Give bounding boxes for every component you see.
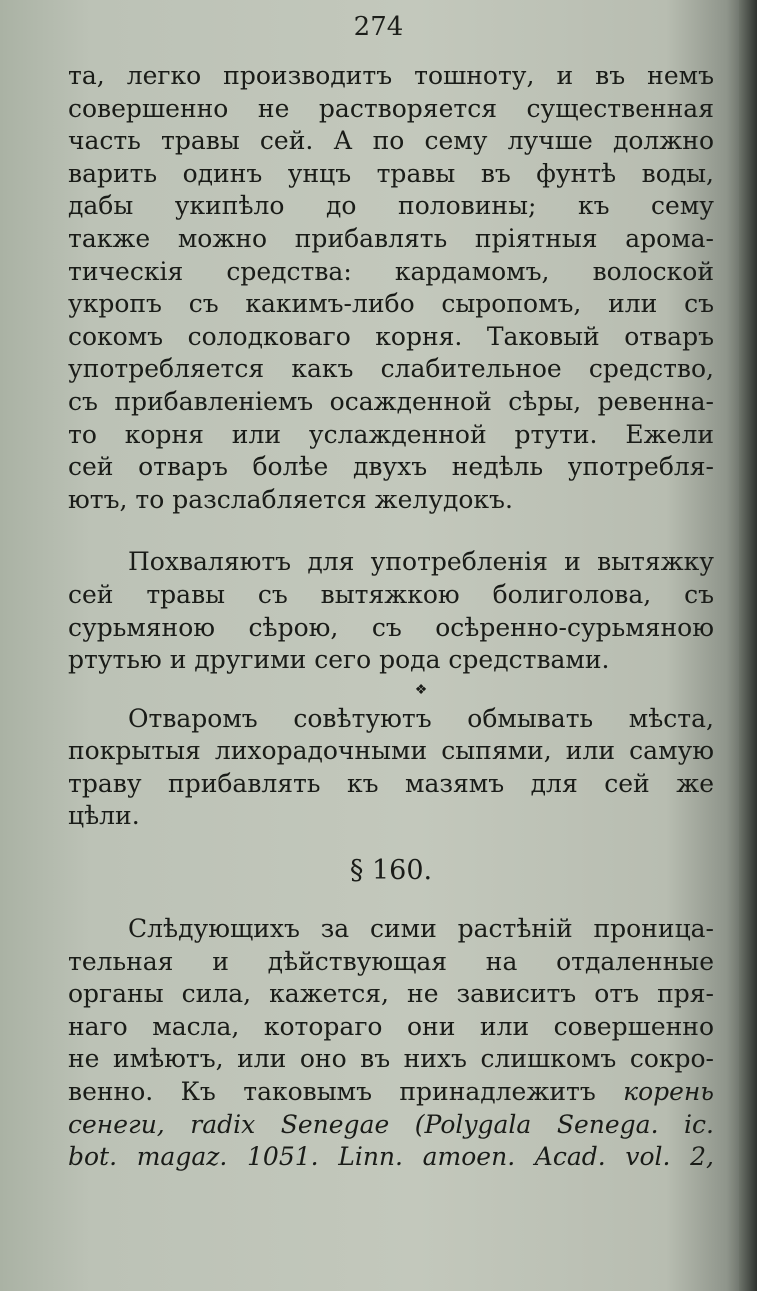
text-line: также можно прибавлять пріятныя арома- — [68, 223, 714, 253]
text-line: укропъ съ какимъ-либо сыропомъ, или съ — [68, 289, 714, 319]
page-number: 274 — [353, 12, 404, 42]
text-line: сей травы съ вытяжкою болиголова, съ — [68, 579, 714, 609]
text-line: наго масла, котораго они или совершенно — [68, 1011, 714, 1041]
text-line: траву прибавлять къ мазямъ для сей же — [68, 768, 714, 798]
paragraph-1 — [68, 60, 714, 516]
text-line: употребляется какъ слабительное средство, — [68, 354, 714, 384]
text-line: тельная и дѣйствующая на отдаленные — [68, 946, 714, 976]
page-text — [68, 60, 714, 1174]
text-line: дабы укипѣло до половины; къ сему — [68, 191, 714, 221]
text-line: не имѣютъ, или оно въ нихъ слишкомъ сокро- — [68, 1044, 714, 1074]
text-line: сурьмяною сѣрою, съ осѣренно-сурьмяною — [68, 612, 714, 642]
text-line: Отваромъ совѣтуютъ обмывать мѣста, — [128, 703, 714, 733]
paragraph-gap — [68, 516, 714, 546]
text-line: та, легко производитъ тошноту, и въ немъ — [68, 61, 714, 90]
text-line: сей отваръ болѣе двухъ недѣль употребля- — [68, 452, 714, 482]
paragraph-2 — [68, 546, 714, 676]
text-line: ютъ, то разслабляется желудокъ. — [68, 484, 513, 514]
text-line: сокомъ солодковаго корня. Таковый отваръ — [68, 321, 714, 351]
text-line-italic: сенеги, radix Senegae (Polygala Senega. ic. — [68, 1109, 714, 1139]
section-heading: § 160. — [349, 855, 433, 887]
text-line: органы сила, кажется, не зависитъ отъ пря- — [68, 979, 714, 1009]
text-line: тическія средства: кардамомъ, волоской — [68, 256, 714, 286]
text-line: съ прибавленіемъ осажденной сѣры, ревенна- — [68, 386, 714, 416]
page-edge-shadow — [739, 0, 757, 1291]
text-line: совершенно не растворяется существенная — [68, 93, 714, 123]
paragraph-3 — [68, 703, 714, 833]
text-line: часть травы сей. А по сему лучше должно — [68, 126, 714, 156]
text-line: цѣли. — [68, 801, 140, 831]
text-span: венно. Къ таковымъ принадлежитъ — [68, 1077, 596, 1107]
ornament-mark: ❖ — [414, 681, 428, 698]
text-line: Похваляютъ для употребленія и вытяжку — [128, 547, 714, 577]
italic-term: корень — [623, 1077, 714, 1107]
text-line-italic: bot. magaz. 1051. Linn. amoen. Acad. vol. 2, — [68, 1142, 714, 1172]
text-line-with-italic — [68, 1076, 714, 1109]
text-line: Слѣдующихъ за сими растѣній проница- — [128, 914, 714, 944]
text-line: ртутью и другими сего рода средствами. — [68, 645, 610, 675]
paragraph-4 — [68, 913, 714, 1174]
text-line: то корня или услажденной ртути. Ежели — [68, 419, 714, 449]
text-line: варить одинъ унцъ травы въ фунтѣ воды, — [68, 158, 714, 188]
text-line: покрытыя лихорадочными сыпями, или самую — [68, 736, 714, 766]
